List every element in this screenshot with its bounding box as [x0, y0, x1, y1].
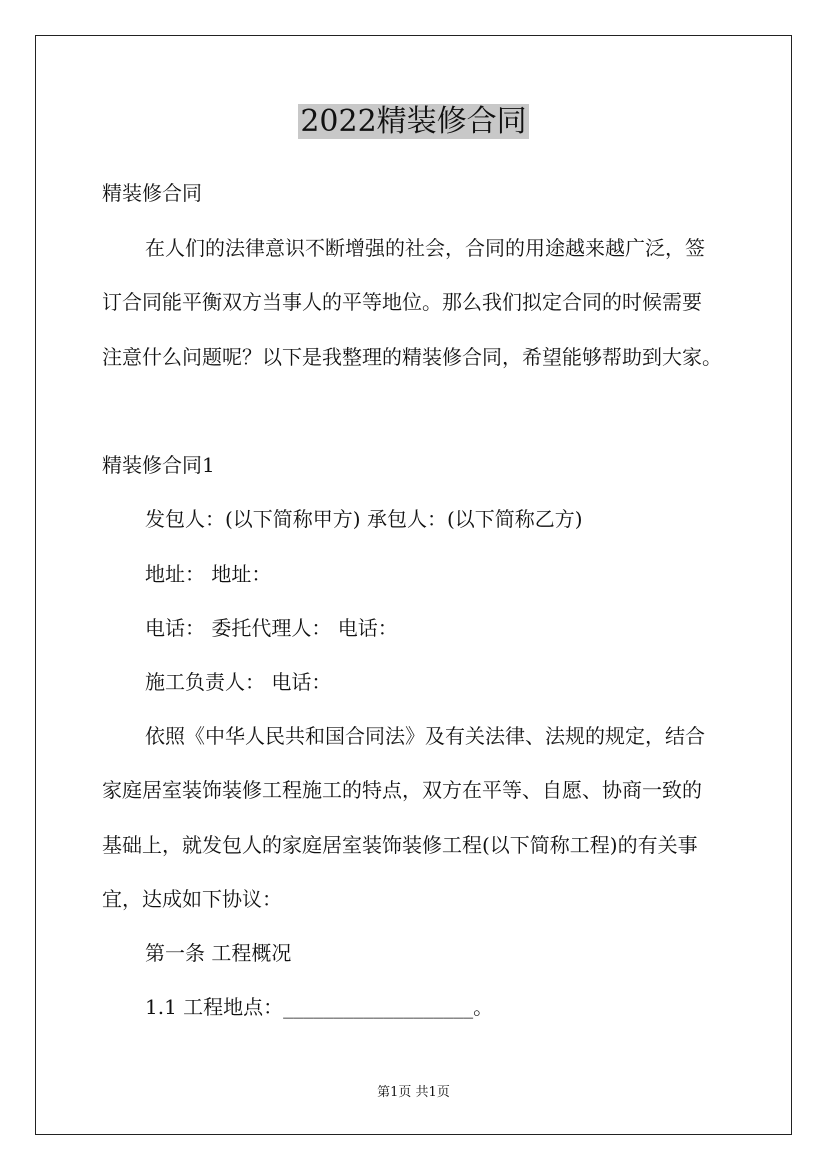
- basis-line-1: 依照《中华人民共和国合同法》及有关法律、法规的规定，结合: [145, 724, 705, 748]
- intro-line-3: 注意什么问题呢？以下是我整理的精装修合同，希望能够帮助到大家。: [102, 345, 722, 369]
- address-line: 地址： 地址：: [145, 562, 272, 586]
- construction-lead-line: 施工负责人： 电话：: [145, 670, 332, 694]
- intro-line-1: 在人们的法律意识不断增强的社会，合同的用途越来越广泛，签: [145, 236, 705, 260]
- section-heading: 精装修合同1: [102, 453, 215, 477]
- parties-line: 发包人：(以下简称甲方) 承包人：(以下简称乙方): [145, 507, 583, 531]
- article-1-heading: 第一条 工程概况: [145, 941, 292, 965]
- document-subtitle: 精装修合同: [102, 181, 202, 205]
- basis-line-4: 宜，达成如下协议：: [102, 887, 282, 911]
- phone-line: 电话： 委托代理人： 电话：: [145, 616, 398, 640]
- basis-line-3: 基础上，就发包人的家庭居室装饰装修工程(以下简称工程)的有关事: [102, 833, 698, 857]
- intro-line-2: 订合同能平衡双方当事人的平等地位。那么我们拟定合同的时候需要: [102, 290, 702, 314]
- document-title: [0, 100, 827, 144]
- article-1-item-1: 1.1 工程地点：___________________。: [145, 995, 494, 1019]
- basis-line-2: 家庭居室装饰装修工程施工的特点，双方在平等、自愿、协商一致的: [102, 778, 702, 802]
- page-footer: 第1页 共1页: [377, 1085, 450, 1100]
- document-title-text: 2022精装修合同: [300, 104, 527, 139]
